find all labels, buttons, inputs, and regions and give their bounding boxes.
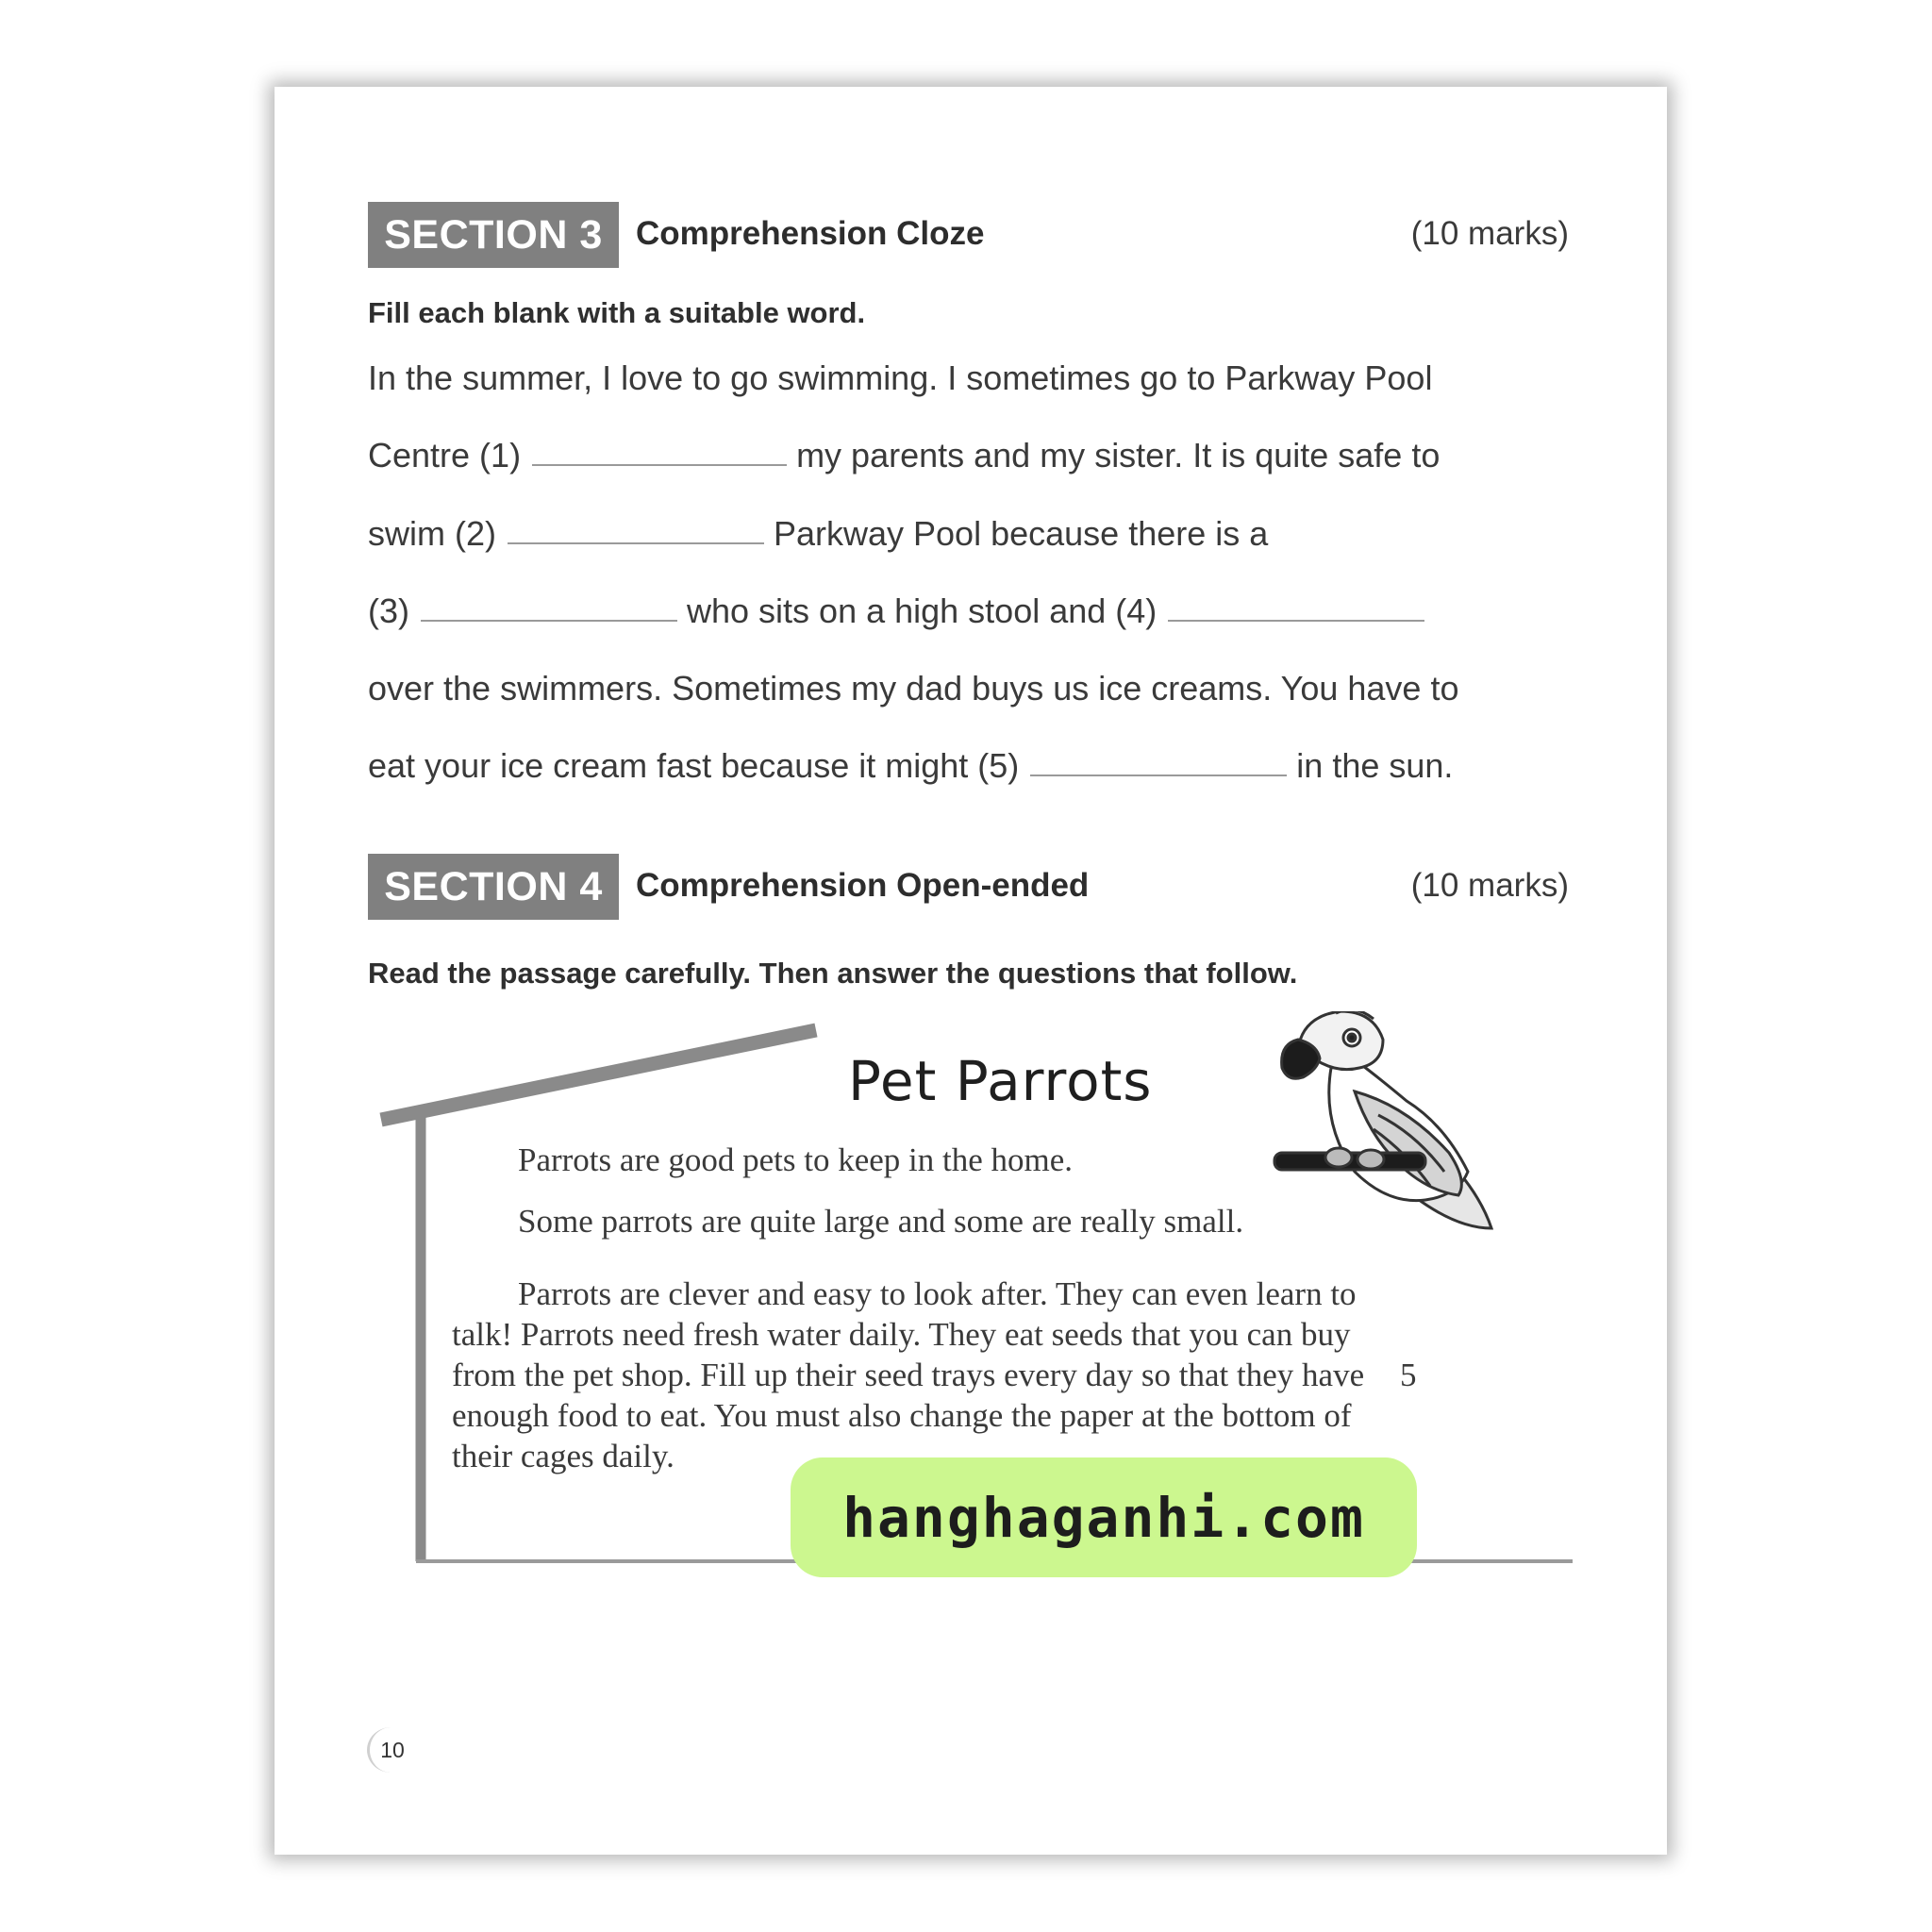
passage-line-2: talk! Parrots need fresh water daily. They eat seeds that you can buy xyxy=(452,1316,1351,1353)
frame-roof xyxy=(381,1030,816,1120)
section-4-instruction: Read the passage carefully. Then answer the questions that follow. xyxy=(368,957,1298,990)
passage-intro-2: Some parrots are quite large and some are really small. xyxy=(518,1203,1244,1240)
passage-line-number: 5 xyxy=(1400,1357,1417,1393)
cloze-text: who sits on a high stool and (4) xyxy=(687,591,1158,630)
worksheet-page xyxy=(275,87,1667,1855)
cloze-text: (3) xyxy=(368,591,409,630)
passage-line-5: their cages daily. xyxy=(452,1438,675,1474)
cloze-text: my parents and my sister. It is quite safe to xyxy=(796,436,1441,475)
cloze-text: eat your ice cream fast because it might (5) xyxy=(368,746,1020,785)
cloze-text: over the swimmers. Sometimes my dad buys us ice creams. You have to xyxy=(368,669,1459,708)
cloze-text: In the summer, I love to go swimming. I sometimes go to Parkway Pool xyxy=(368,358,1433,397)
passage-line-4: enough food to eat. You must also change the paper at the bottom of xyxy=(452,1397,1352,1434)
section-4-title: Comprehension Open-ended xyxy=(636,867,1090,904)
parrot-illustration xyxy=(1265,1011,1510,1238)
page-number: 10 xyxy=(367,1727,415,1773)
section-3-instruction: Fill each blank with a suitable word. xyxy=(368,296,866,329)
parrot-icon xyxy=(1274,1011,1491,1228)
passage-intro-1: Parrots are good pets to keep in the home. xyxy=(518,1141,1074,1178)
cloze-text: swim (2) xyxy=(368,514,496,553)
cloze-text: in the sun. xyxy=(1296,746,1454,785)
section-3-label: SECTION 3 xyxy=(368,202,619,268)
passage-title: Pet Parrots xyxy=(848,1049,1153,1113)
section-4-label: SECTION 4 xyxy=(368,854,619,920)
section-3-title: Comprehension Cloze xyxy=(636,215,985,252)
passage-line-3: from the pet shop. Fill up their seed trays every day so that they have xyxy=(452,1357,1365,1393)
passage-line-1: Parrots are clever and easy to look after. They can even learn to xyxy=(518,1275,1357,1312)
cloze-text: Centre (1) xyxy=(368,436,522,475)
watermark-badge: hanghaganhi.com xyxy=(791,1457,1417,1577)
section-4-marks: (10 marks) xyxy=(1410,867,1569,904)
cloze-text: Parkway Pool because there is a xyxy=(773,514,1269,553)
section-3-marks: (10 marks) xyxy=(1410,215,1569,252)
